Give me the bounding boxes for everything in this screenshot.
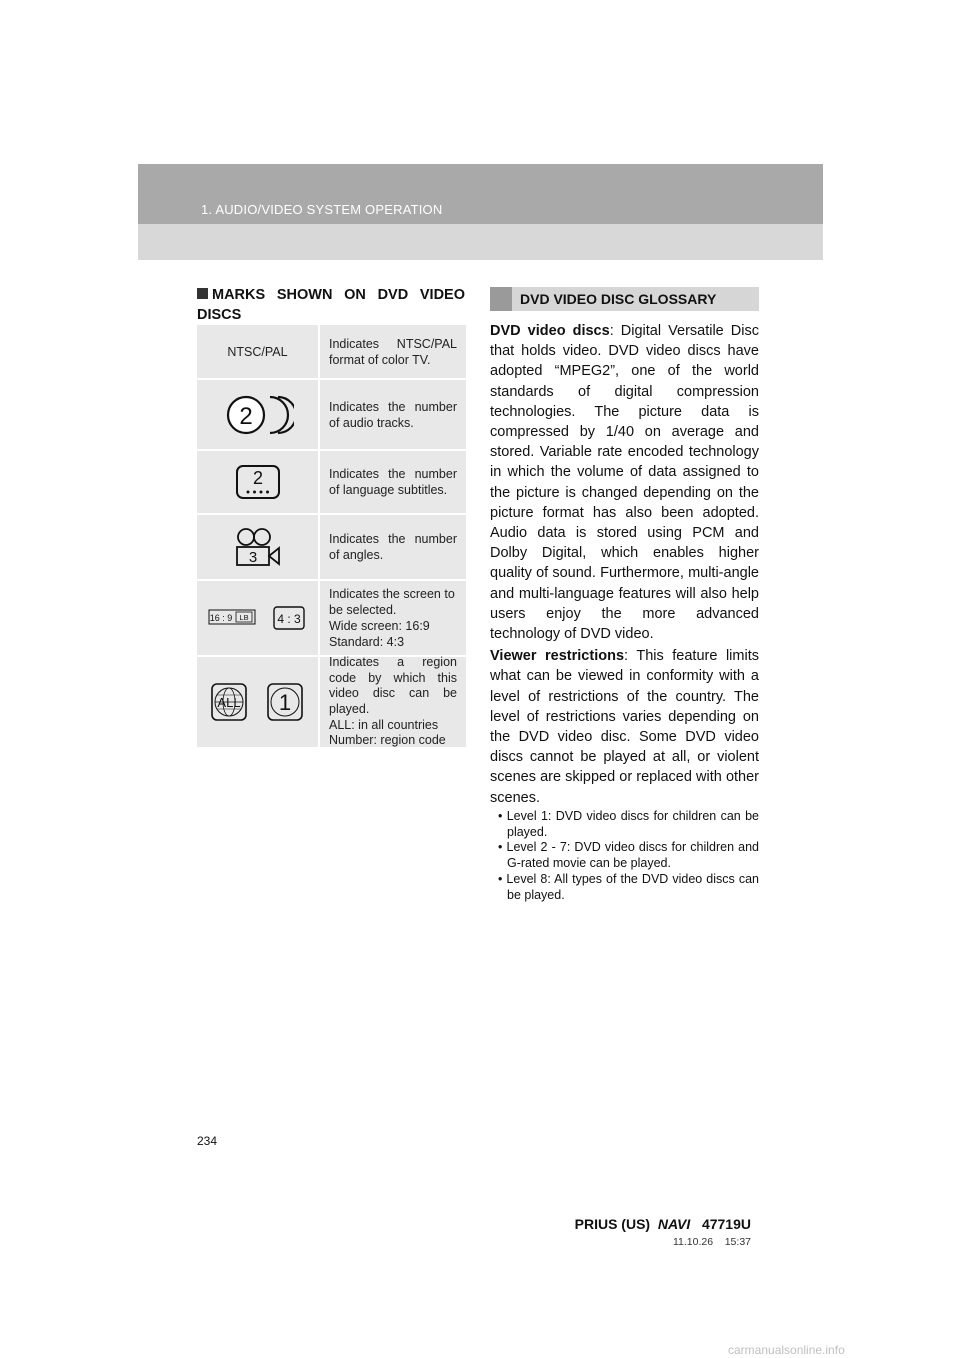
footer-model xyxy=(575,1216,751,1232)
subtitles-icon xyxy=(235,464,281,500)
description-text: Indicates the screen to be selected. xyxy=(329,587,455,617)
marks-heading xyxy=(197,285,465,325)
list-item: • Level 2 - 7: DVD video discs for children and G-rated movie can be played. xyxy=(498,840,759,871)
glossary-heading xyxy=(490,287,759,311)
screen-aspect-cell xyxy=(197,581,320,655)
list-item: • Level 1: DVD video discs for children can be played. xyxy=(498,808,759,839)
description-text: Wide screen: 16:9 xyxy=(329,619,430,633)
glossary-heading-text: DVD VIDEO DISC GLOSSARY xyxy=(520,291,717,307)
row-description xyxy=(320,325,466,378)
ntsc-pal-label: NTSC/PAL xyxy=(227,344,288,359)
model-navi: NAVI xyxy=(657,1216,691,1232)
description-text: Indicates a region code by which this video disc can be played. xyxy=(329,655,457,716)
square-bullet-icon xyxy=(197,288,208,299)
ntsc-pal-cell xyxy=(197,325,320,378)
viewer-restrictions-paragraph xyxy=(490,646,759,808)
watermark: carmanualsonline.info xyxy=(728,1343,845,1357)
restriction-levels-list xyxy=(490,809,759,904)
region-code-cell xyxy=(197,657,320,747)
table-row xyxy=(197,380,466,451)
marks-heading-text: MARKS SHOWN ON DVD VIDEO DISCS xyxy=(197,287,465,323)
description-text: Standard: 4:3 xyxy=(329,635,405,649)
description-text: Number: region code xyxy=(329,733,446,748)
section-title: 1. AUDIO/VIDEO SYSTEM OPERATION xyxy=(201,202,443,217)
table-row xyxy=(197,325,466,380)
angles-icon xyxy=(233,527,283,567)
print-time: 15:37 xyxy=(724,1236,751,1248)
definition-text: : Digital Versatile Disc that holds video. DVD video discs have adopted “MPEG2”, one of the world standards of digital compression technologies. The picture data is compressed by 1/40 on average and stored. Variable rate encoded technology in which the volume of data assigned to the picture is changed depending on the picture format has also been adopted. Audio data is stored using PCM and Dolby Digital, which enables higher quality of sound. Furthermore, multi-angle and multi-language features will also help users enjoy the more advanced technology of DVD video. xyxy=(490,323,759,643)
header-dark-strip xyxy=(138,164,823,224)
table-row xyxy=(197,581,466,657)
footer-date xyxy=(673,1236,751,1248)
list-item: • Level 8: All types of the DVD video discs can be played. xyxy=(498,872,759,902)
row-description xyxy=(320,581,466,655)
table-row xyxy=(197,451,466,515)
row-description xyxy=(320,657,466,747)
model-prefix: PRIUS (US) xyxy=(574,1216,651,1232)
subtitles-cell xyxy=(197,451,320,513)
print-date: 11.10.26 xyxy=(672,1236,714,1248)
wide-screen-label: 16 : 9 xyxy=(209,613,232,623)
heading-marker xyxy=(490,287,512,311)
description-text: ALL: in all countries xyxy=(329,717,439,732)
row-description xyxy=(320,380,466,449)
term-viewer-restrictions: Viewer restrictions xyxy=(490,648,625,665)
description-text: Indicates the number of language subtitles. xyxy=(329,467,457,497)
audio-tracks-cell xyxy=(197,380,320,449)
subtitles-number: 2 xyxy=(252,468,263,488)
standard-screen-label: 4 : 3 xyxy=(276,612,301,626)
audio-tracks-icon xyxy=(222,393,294,437)
row-description xyxy=(320,515,466,579)
description-text: Indicates the number of angles. xyxy=(329,532,457,562)
header-band xyxy=(138,164,823,260)
definition-text: : This feature limits what can be viewed in conformity with a level of restrictions of the country. The level of restrictions varies depending on the DVD video disc. Some DVD video discs cannot be played at all, or violent scenes are skipped or replaced with other scenes. xyxy=(490,648,759,806)
page-number: 234 xyxy=(197,1134,218,1148)
model-code: 47719U xyxy=(701,1216,751,1232)
marks-table xyxy=(197,325,466,749)
audio-tracks-number: 2 xyxy=(238,402,253,430)
description-text: Indicates NTSC/PAL format of color TV. xyxy=(329,336,457,367)
dvd-video-discs-paragraph xyxy=(490,321,759,644)
term-dvd-video-discs: DVD video discs xyxy=(490,323,610,339)
table-row xyxy=(197,515,466,581)
table-row xyxy=(197,657,466,749)
region-all-label: ALL xyxy=(216,695,241,710)
screen-aspect-icon xyxy=(208,605,308,631)
angles-number: 3 xyxy=(248,549,257,566)
region-number-label: 1 xyxy=(278,690,291,715)
glossary-column xyxy=(490,287,759,904)
region-code-icon xyxy=(210,681,306,723)
angles-cell xyxy=(197,515,320,579)
description-text: Indicates the number of audio tracks. xyxy=(329,399,457,430)
row-description xyxy=(320,451,466,513)
letterbox-label: LB xyxy=(238,613,249,622)
